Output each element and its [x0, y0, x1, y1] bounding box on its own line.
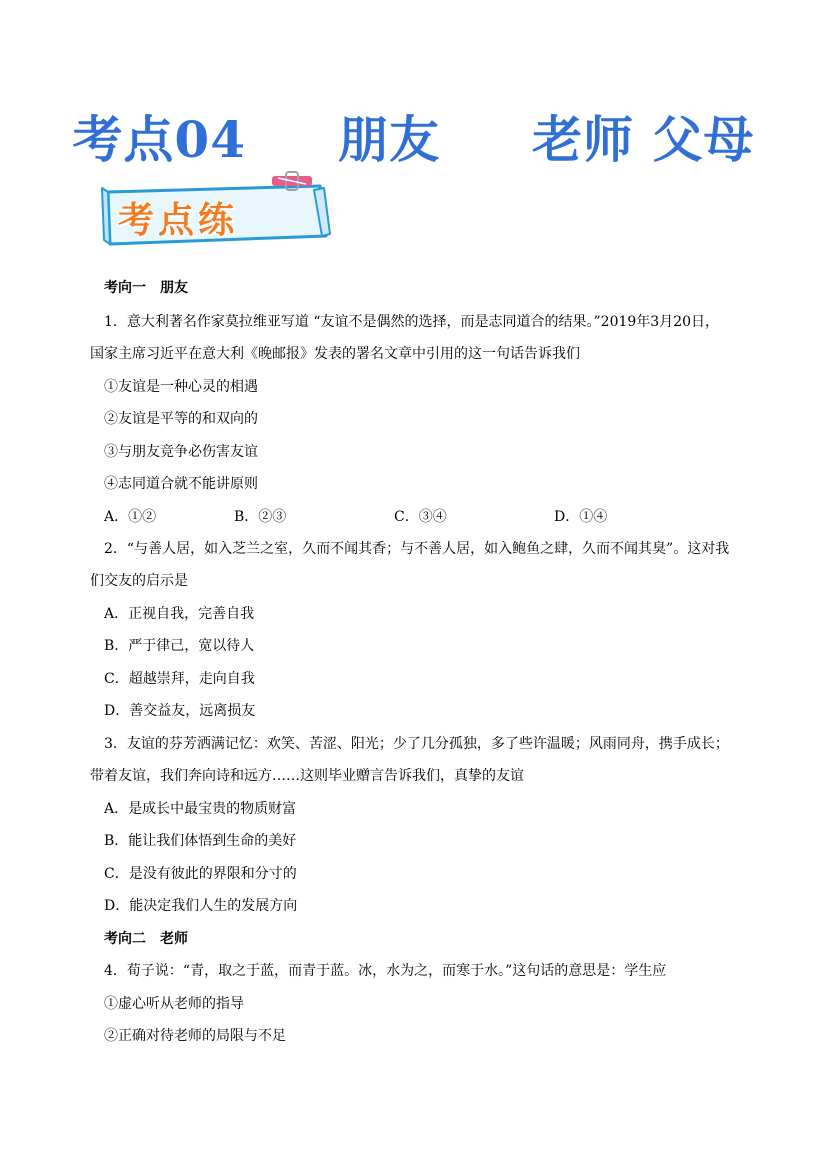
q3-stem-line2: 带着友谊，我们奔向诗和远方……这则毕业赠言告诉我们，真挚的友谊: [90, 768, 524, 784]
q1-stem-line1: 1．意大利著名作家莫拉维亚写道 “友谊不是偶然的选择，而是志同道合的结果。”2019年3月20日，: [104, 314, 720, 330]
q3-option-d[interactable]: D．能决定我们人生的发展方向: [104, 898, 298, 914]
q2-option-c[interactable]: C．超越崇拜，走向自我: [104, 671, 255, 687]
q1-stem-line2: 国家主席习近平在意大利《晚邮报》发表的署名文章中引用的这一句话告诉我们: [90, 346, 580, 362]
q3-option-b[interactable]: B．能让我们体悟到生命的美好: [104, 833, 297, 849]
q2-option-d[interactable]: D．善交益友，远离损友: [104, 703, 256, 719]
q2-stem-line2: 们交友的启示是: [90, 573, 188, 589]
q1-option-d[interactable]: D．①④: [554, 509, 608, 525]
badge-label: 考点练: [118, 200, 239, 241]
q1-option-c[interactable]: C．③④: [394, 509, 447, 525]
section-heading-friends: 考向一 朋友: [104, 280, 188, 296]
page-title: [0, 100, 827, 172]
q2-option-a[interactable]: A．正视自我，完善自我: [104, 606, 255, 622]
q1-item-4: ④志同道合就不能讲原则: [104, 476, 258, 492]
q1-item-1: ①友谊是一种心灵的相遇: [104, 379, 258, 395]
q2-option-b[interactable]: B．严于律己，宽以待人: [104, 638, 255, 654]
title-part-topic-number: 考点04: [72, 110, 247, 169]
q1-option-b[interactable]: B．②③: [234, 509, 287, 525]
title-part-friends: 朋友: [338, 110, 441, 169]
q1-item-3: ③与朋友竞争必伤害友谊: [104, 444, 258, 460]
q1-options: [104, 507, 704, 527]
q4-stem-line1: 4．荀子说：“青，取之于蓝，而青于蓝。冰，水为之，而寒于水。”这句话的意思是：学生应: [104, 963, 667, 979]
section-heading-teacher: 考向二 老师: [104, 931, 188, 947]
title-part-teacher-parents: 老师 父母: [532, 110, 755, 169]
q1-option-a[interactable]: A．①②: [104, 509, 157, 525]
q4-item-1: ①虚心听从老师的指导: [104, 996, 244, 1012]
q3-option-a[interactable]: A．是成长中最宝贵的物质财富: [104, 801, 297, 817]
q4-item-2: ②正确对待老师的局限与不足: [104, 1028, 286, 1044]
paper-clip-icon: [268, 170, 316, 194]
q3-stem-line1: 3．友谊的芬芳洒满记忆：欢笑、苦涩、阳光；少了几分孤独，多了些许温暖；风雨同舟，携手成长；: [104, 736, 729, 752]
q3-option-c[interactable]: C．是没有彼此的界限和分寸的: [104, 866, 297, 882]
q2-stem-line1: 2．“与善人居，如入芝兰之室，久而不闻其香；与不善人居，如入鲍鱼之肆，久而不闻其臭”。这对我: [104, 541, 730, 557]
q1-item-2: ②友谊是平等的和双向的: [104, 411, 258, 427]
